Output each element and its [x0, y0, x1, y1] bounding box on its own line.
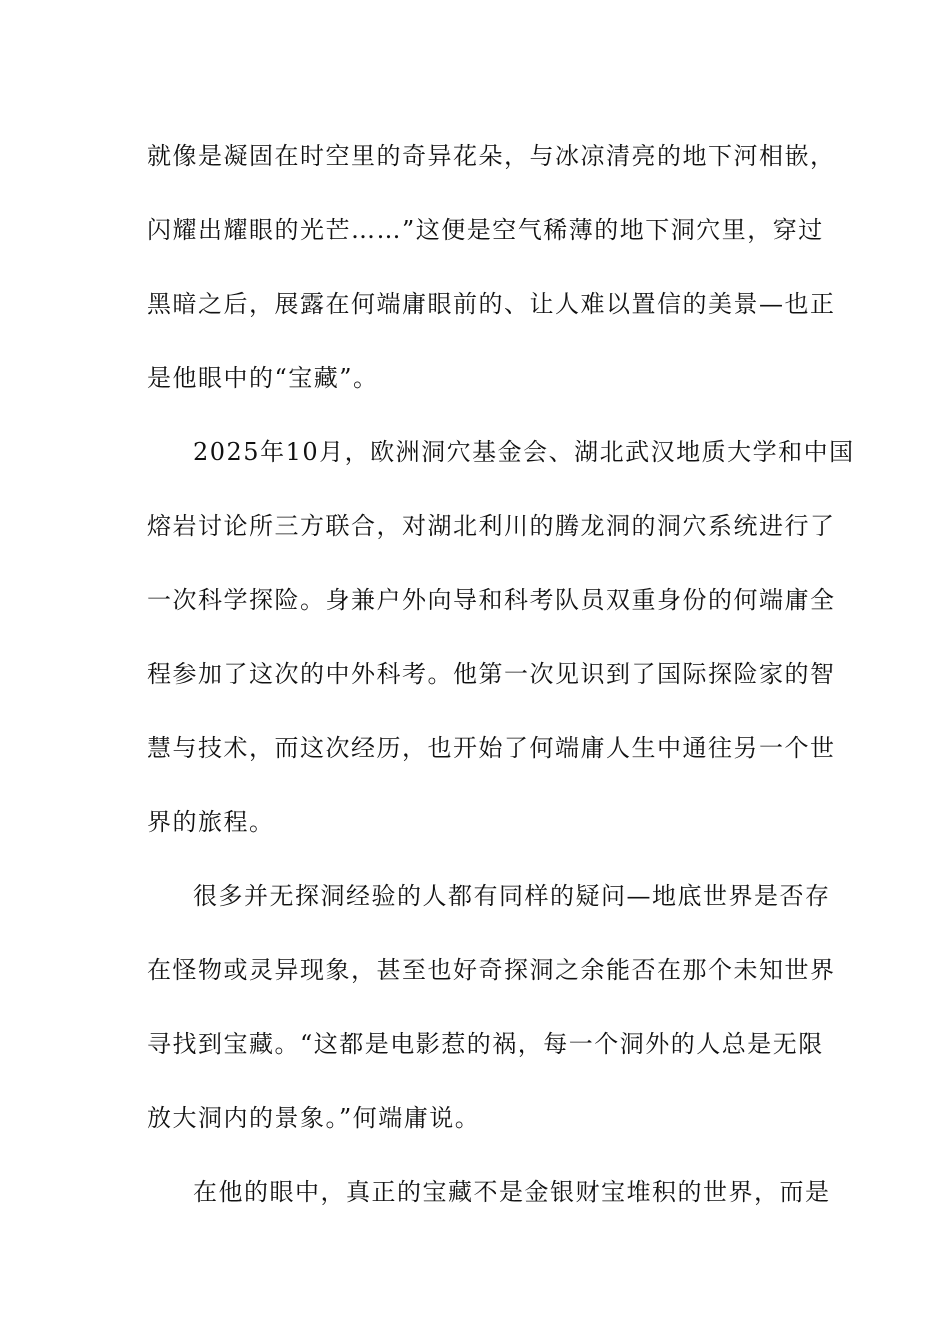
- text-line: 黑暗之后，展露在何端庸眼前的、让人难以置信的美景—也正: [147, 290, 836, 318]
- text-line: 界的旅程。: [147, 808, 275, 836]
- text-line: 是他眼中的“宝藏”。: [147, 364, 379, 392]
- text-line: 熔岩讨论所三方联合，对湖北利川的腾龙洞的洞穴系统进行了: [147, 512, 836, 540]
- paragraph-start-line: 2025年10月，欧洲洞穴基金会、湖北武汉地质大学和中国: [193, 438, 855, 466]
- text-line: 程参加了这次的中外科考。他第一次见识到了国际探险家的智: [147, 660, 836, 688]
- text-line: 寻找到宝藏。“这都是电影惹的祸，每一个洞外的人总是无限: [147, 1030, 824, 1058]
- paragraph-start-line: 很多并无探洞经验的人都有同样的疑问—地底世界是否存: [193, 882, 831, 910]
- text-line: 放大洞内的景象。”何端庸说。: [147, 1104, 481, 1132]
- text-line: 闪耀出耀眼的光芒……”这便是空气稀薄的地下洞穴里，穿过: [147, 216, 824, 244]
- text-line: 慧与技术，而这次经历，也开始了何端庸人生中通往另一个世: [147, 734, 836, 762]
- text-line: 一次科学探险。身兼户外向导和科考队员双重身份的何端庸全: [147, 586, 836, 614]
- text-line: 就像是凝固在时空里的奇异花朵，与冰凉清亮的地下河相嵌，: [147, 142, 836, 170]
- text-line: 在怪物或灵异现象，甚至也好奇探洞之余能否在那个未知世界: [147, 956, 836, 984]
- paragraph-start-line: 在他的眼中，真正的宝藏不是金银财宝堆积的世界，而是: [193, 1178, 831, 1206]
- article-body: [147, 134, 855, 1244]
